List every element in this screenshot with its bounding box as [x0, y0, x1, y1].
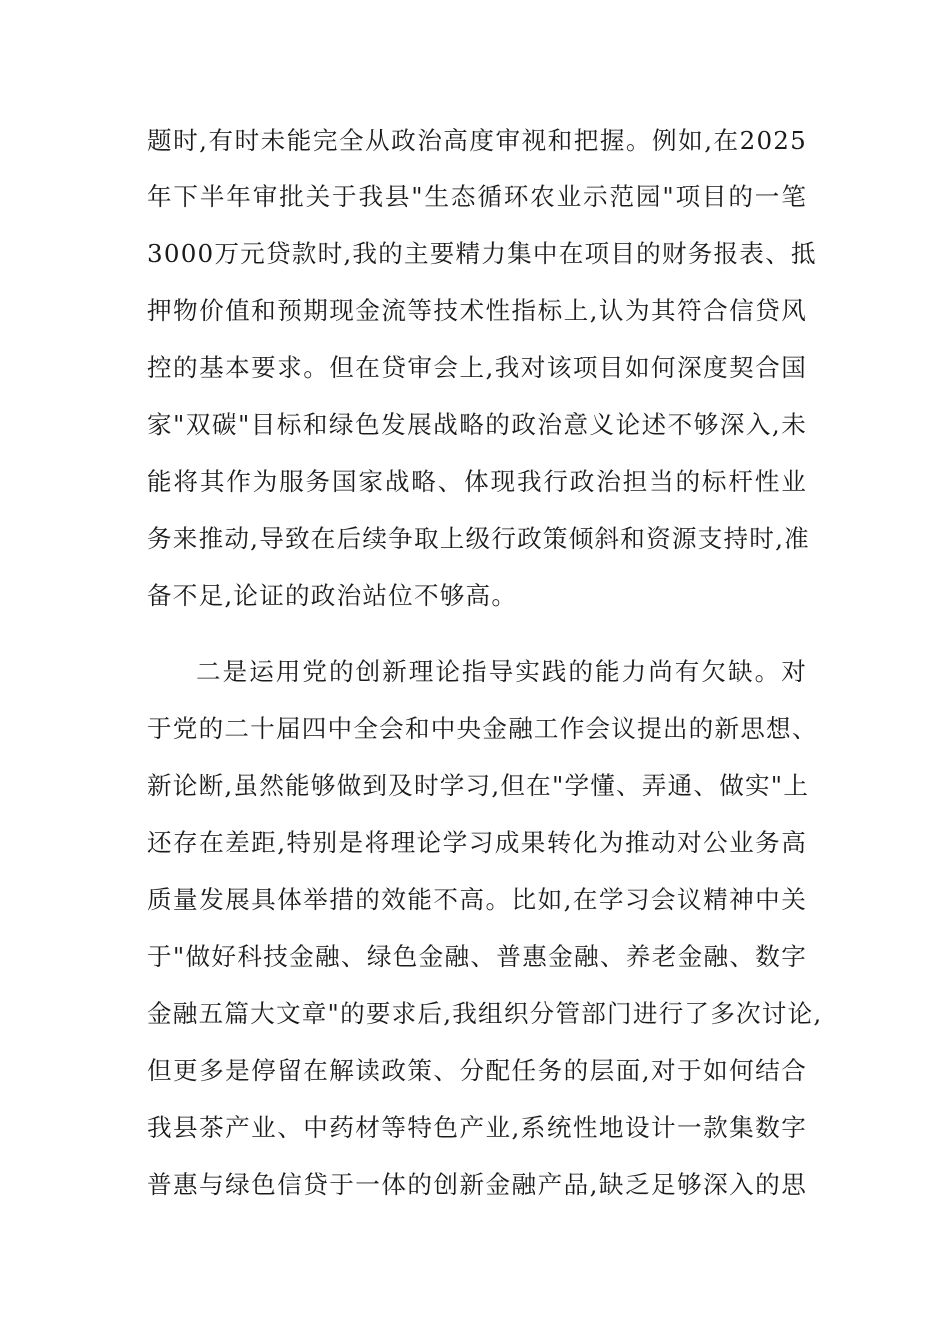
text-line: 题时,有时未能完全从政治高度审视和把握。例如,在2025: [147, 126, 807, 155]
text-line: 于党的二十届四中全会和中央金融工作会议提出的新思想、: [147, 714, 818, 743]
text-line: 新论断,虽然能够做到及时学习,但在"学懂、弄通、做实"上: [147, 771, 810, 800]
text-line: 务来推动,导致在后续争取上级行政策倾斜和资源支持时,准: [147, 524, 810, 553]
text-line: 押物价值和预期现金流等技术性指标上,认为其符合信贷风: [147, 296, 807, 325]
text-line: 于"做好科技金融、绿色金融、普惠金融、养老金融、数字: [147, 942, 807, 971]
text-line: 3000万元贷款时,我的主要精力集中在项目的财务报表、抵: [147, 239, 817, 268]
paragraph-first-line: 二是运用党的创新理论指导实践的能力尚有欠缺。对: [196, 657, 807, 686]
text-line: 家"双碳"目标和绿色发展战略的政治意义论述不够深入,未: [147, 410, 807, 439]
text-line: 我县茶产业、中药材等特色产业,系统性地设计一款集数字: [147, 1113, 807, 1142]
text-line: 但更多是停留在解读政策、分配任务的层面,对于如何结合: [147, 1056, 807, 1085]
text-line: 年下半年审批关于我县"生态循环农业示范园"项目的一笔: [147, 182, 807, 211]
text-line: 控的基本要求。但在贷审会上,我对该项目如何深度契合国: [147, 353, 807, 382]
text-line: 备不足,论证的政治站位不够高。: [147, 581, 518, 610]
text-line: 普惠与绿色信贷于一体的创新金融产品,缺乏足够深入的思: [147, 1170, 807, 1199]
text-line: 质量发展具体举措的效能不高。比如,在学习会议精神中关: [147, 885, 807, 914]
text-line: 金融五篇大文章"的要求后,我组织分管部门进行了多次讨论,: [147, 999, 823, 1028]
text-line: 还存在差距,特别是将理论学习成果转化为推动对公业务高: [147, 828, 807, 857]
text-line: 能将其作为服务国家战略、体现我行政治担当的标杆性业: [147, 467, 807, 496]
